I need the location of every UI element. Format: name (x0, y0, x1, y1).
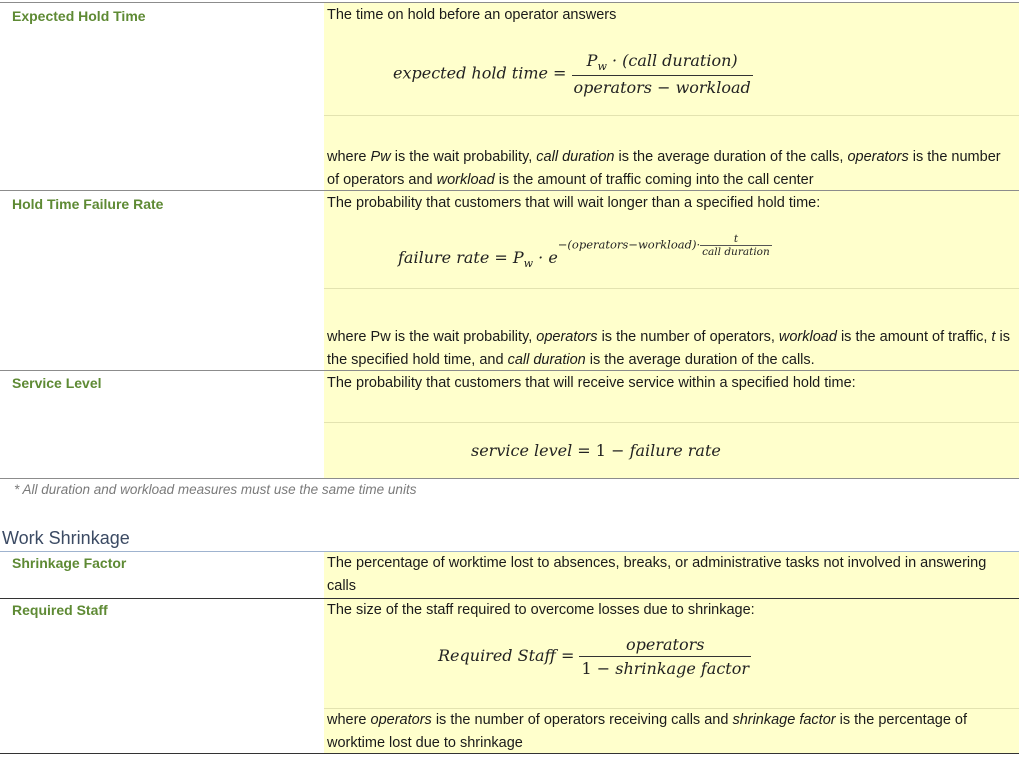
definition-cell (324, 191, 1019, 371)
term-expected-hold-time: Expected Hold Time (12, 8, 146, 24)
text-segment: where (327, 712, 371, 728)
footnote: * All duration and workload measures must use the same time units (14, 482, 417, 497)
description: The probability that customers that will wait longer than a specified hold time: (327, 195, 821, 211)
term-variable: operators (847, 149, 909, 165)
text-segment: is the specified hold time, and (327, 329, 1010, 368)
table-bottom-border (0, 753, 1019, 754)
term-required-staff: Required Staff (12, 602, 108, 618)
text-segment: is the number of operators receiving calls and (431, 712, 733, 728)
description: The time on hold before an operator answers (327, 7, 617, 23)
text-segment: is the average duration of the calls, (614, 149, 848, 165)
table-row (0, 598, 1019, 754)
table-row (0, 552, 1019, 598)
term-variable: call duration (507, 352, 586, 368)
cell-divider (324, 288, 1019, 289)
term-variable: workload (778, 329, 837, 345)
table-bottom-border (0, 478, 1019, 479)
text-segment: is the amount of traffic coming into the call center (494, 172, 814, 188)
term-variable: workload (436, 172, 495, 188)
table-row (0, 2, 1019, 191)
description: The percentage of worktime lost to absences, breaks, or administrative tasks not involved in answering calls (327, 555, 987, 594)
section-title: Work Shrinkage (2, 528, 130, 548)
table-row (0, 190, 1019, 371)
text-segment: is the number of operators and (327, 149, 1001, 188)
where-text (327, 326, 1017, 372)
table-row (0, 370, 1019, 479)
formula-required-staff: Required Staff = $\frac{\text{operators}}{\text{1 − shrinkage factor}}$ (438, 635, 749, 678)
definition-cell (324, 599, 1019, 754)
text-segment: is the percentage of worktime lost due to shrinkage (327, 712, 968, 751)
formula-service-level: service level = 1 − failure rate (471, 441, 721, 460)
description: The probability that customers that will receive service within a specified hold time: (327, 375, 856, 391)
text-segment: is the wait probability, (390, 149, 537, 165)
text-segment: is the number of operators, (597, 329, 779, 345)
text-segment: is the amount of traffic, (836, 329, 992, 345)
term-service-level: Service Level (12, 375, 102, 391)
text-segment: where Pw is the wait probability, (327, 329, 537, 345)
where-text (327, 709, 1007, 755)
where-text (327, 146, 1015, 192)
formula-failure-rate: failure rate = $P_w$ · e−(operators−workload)· $\frac{t}{\text{call duration}}$ (398, 233, 770, 270)
formula-expected-hold-time: expected hold time = $\frac{P_w \cdot (call duration)}{\text{operators − workload}}$ (393, 51, 751, 98)
text-segment: is the average duration of the calls. (585, 352, 815, 368)
definition-cell (324, 371, 1019, 479)
term-variable: shrinkage factor (732, 712, 836, 728)
term-shrinkage-factor: Shrinkage Factor (12, 555, 127, 571)
term-variable: Pw (370, 149, 391, 165)
term-variable: operators (536, 329, 598, 345)
description: The size of the staff required to overcome losses due to shrinkage: (327, 602, 755, 618)
definition-cell (324, 3, 1019, 191)
term-variable: call duration (536, 149, 615, 165)
definition-cell (324, 552, 1019, 598)
cell-divider (324, 115, 1019, 116)
term-variable: t (991, 329, 996, 345)
term-hold-time-failure-rate: Hold Time Failure Rate (12, 196, 164, 212)
text-segment: where (327, 149, 371, 165)
term-variable: operators (370, 712, 432, 728)
cell-divider (324, 422, 1019, 423)
